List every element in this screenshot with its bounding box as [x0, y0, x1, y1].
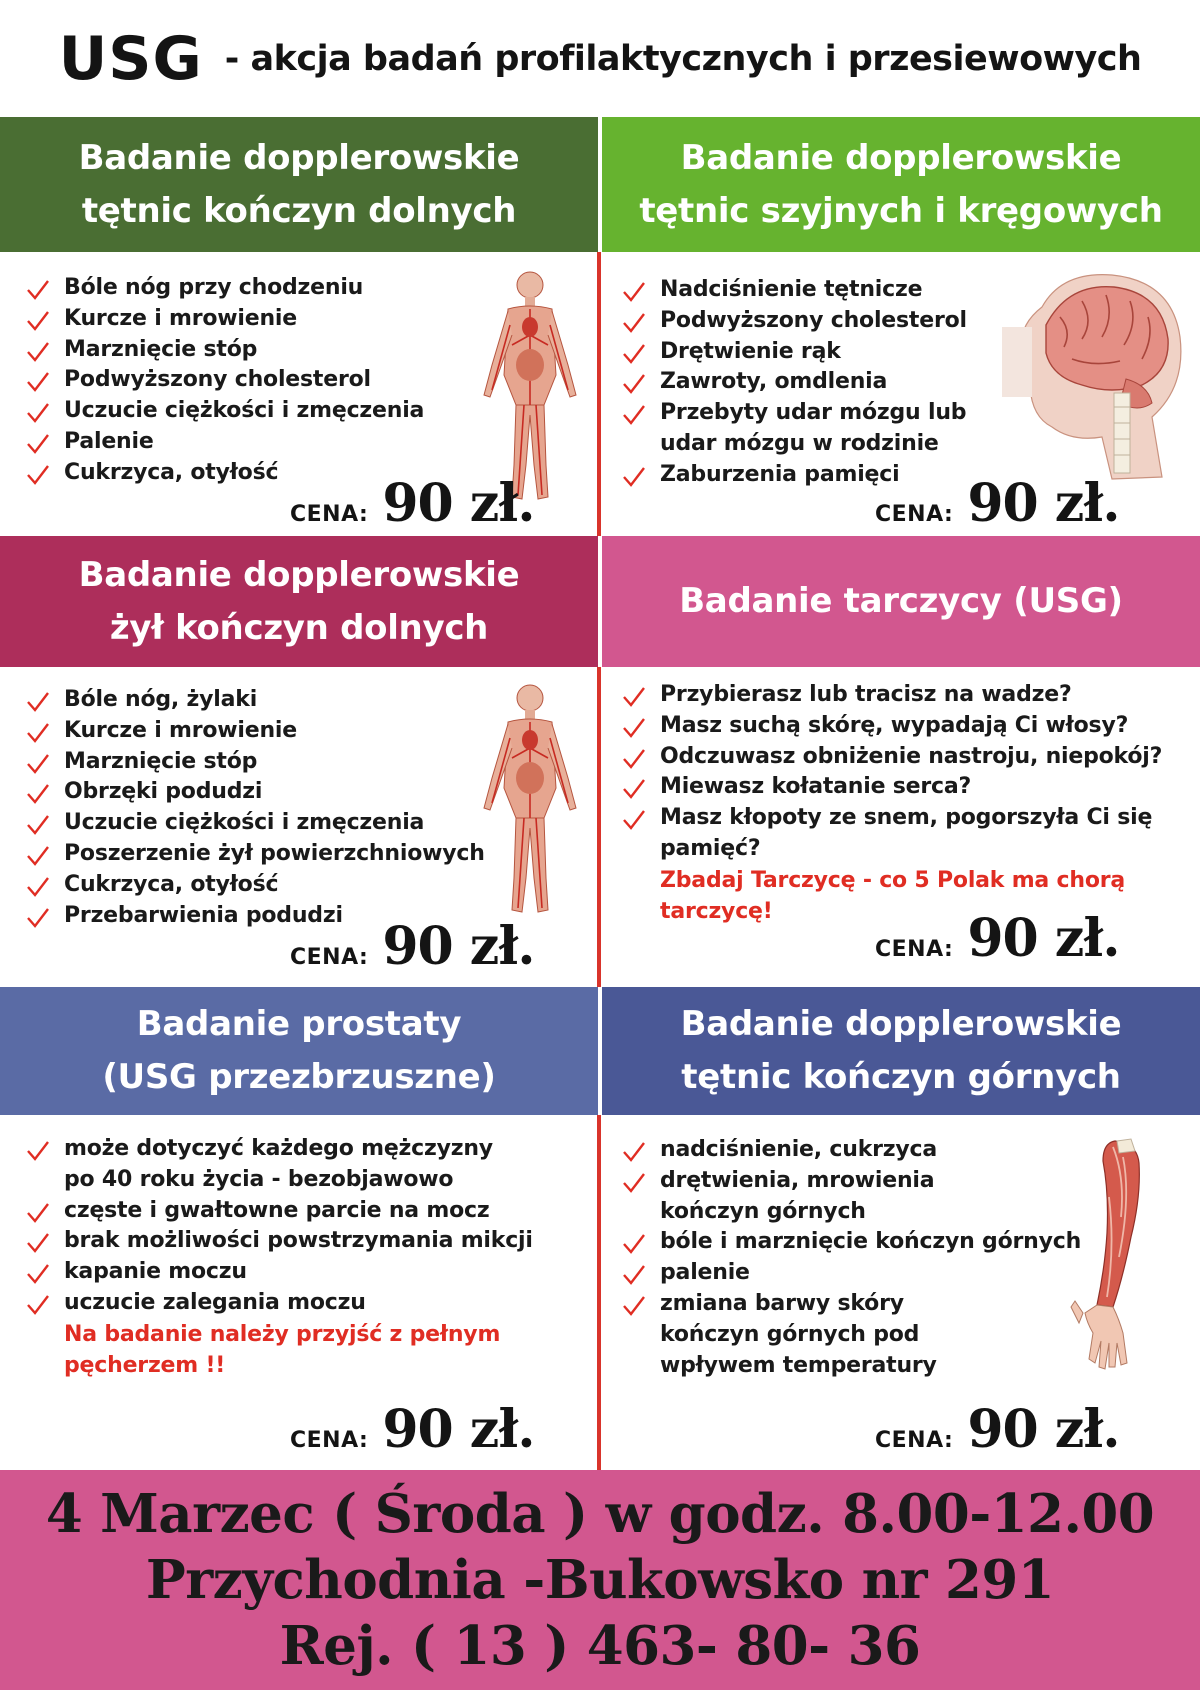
list-item: bóle i marznięcie kończyn górnych [622, 1227, 1081, 1258]
list-item: Zawroty, omdlenia [622, 367, 967, 398]
list-item-continuation: pamięć? [660, 835, 761, 861]
human-circulatory-illustration [478, 265, 583, 505]
symptom-list [622, 1135, 1081, 1381]
list-item: Masz suchą skórę, wypadają Ci włosy? [622, 711, 1162, 742]
list-item: uczucie zalegania moczu [26, 1288, 533, 1319]
list-item: nadciśnienie, cukrzyca [622, 1135, 1081, 1166]
price [875, 908, 1119, 969]
list-item: Podwyższony cholesterol [26, 365, 424, 396]
brain-illustration [1002, 267, 1194, 482]
panel-title-line1: Badanie dopplerowskie [78, 137, 520, 178]
panel-header [602, 536, 1200, 667]
list-item: Marznięcie stóp [26, 747, 485, 778]
list-item: kapanie moczu [26, 1257, 533, 1288]
checkmark-icon [622, 1295, 646, 1317]
symptom-list [26, 1134, 533, 1319]
checkmark-icon [26, 341, 50, 363]
note-line2: pęcherzem !! [64, 1352, 226, 1378]
panel-doppler-arteries-lower-limbs [0, 117, 598, 536]
checkmark-icon [26, 722, 50, 744]
checkmark-icon [26, 753, 50, 775]
list-item: Zaburzenia pamięci [622, 460, 967, 491]
list-item-continuation: kończyn górnych [660, 1198, 866, 1224]
checkmark-icon [26, 464, 50, 486]
panel-doppler-carotid-vertebral [602, 117, 1200, 536]
price [875, 1399, 1119, 1460]
checkmark-icon [26, 691, 50, 713]
checkmark-icon [26, 371, 50, 393]
page-title [0, 0, 1200, 117]
panel-title-line2: tętnic szyjnych i kręgowych [639, 190, 1163, 231]
checkmark-icon [622, 748, 646, 770]
arm-muscles-illustration [1057, 1137, 1162, 1372]
checkmark-icon [622, 1141, 646, 1163]
checkmark-icon [26, 279, 50, 301]
event-date-time: 4 Marzec ( Środa ) w godz. 8.00-12.00 [45, 1483, 1155, 1545]
panel-title-line2: żył kończyn dolnych [109, 607, 489, 648]
checkmark-icon [622, 1264, 646, 1286]
price-label: CENA: [290, 945, 369, 970]
checkmark-icon [622, 343, 646, 365]
list-item: może dotyczyć każdego mężczyzny [26, 1134, 533, 1165]
price-label: CENA: [875, 1428, 954, 1453]
price-value: 90 zł. [382, 916, 535, 977]
list-item: Bóle nóg, żylaki [26, 685, 485, 716]
list-item: Masz kłopoty ze snem, pogorszyła Ci się [622, 803, 1162, 834]
list-item-continuation: wpływem temperatury [660, 1352, 937, 1378]
checkmark-icon [26, 310, 50, 332]
price-value: 90 zł. [967, 908, 1120, 969]
list-item: Drętwienie rąk [622, 337, 967, 368]
list-item-continuation: udar mózgu w rodzinie [660, 430, 939, 456]
checkmark-icon [622, 1233, 646, 1255]
price-value: 90 zł. [382, 473, 535, 534]
symptom-list [26, 273, 424, 489]
symptom-list [622, 275, 967, 491]
note-line1: Na badanie należy przyjść z pełnym [64, 1322, 501, 1347]
panel-prostate-usg [0, 987, 598, 1470]
checkmark-icon [26, 1202, 50, 1224]
human-circulatory-illustration [478, 678, 583, 918]
price [290, 1399, 534, 1460]
list-item: Cukrzyca, otyłość [26, 458, 424, 489]
list-item: Obrzęki podudzi [26, 777, 485, 808]
panel-doppler-veins-lower-limbs [0, 536, 598, 987]
list-item: Przebyty udar mózgu lub [622, 398, 967, 429]
event-info-footer [0, 1470, 1200, 1690]
checkmark-icon [26, 876, 50, 898]
price-value: 90 zł. [967, 473, 1120, 534]
list-item: Palenie [26, 427, 424, 458]
title-usg: USG [58, 23, 203, 94]
symptom-list [26, 685, 485, 931]
list-item: częste i gwałtowne parcie na mocz [26, 1196, 533, 1227]
checkmark-icon [622, 466, 646, 488]
checkmark-icon [26, 433, 50, 455]
panel-doppler-arteries-upper-limbs [602, 987, 1200, 1470]
checkmark-icon [26, 907, 50, 929]
price-value: 90 zł. [967, 1399, 1120, 1460]
price [290, 916, 534, 977]
panel-thyroid-usg [602, 536, 1200, 987]
list-item-continuation: po 40 roku życia - bezobjawowo [64, 1166, 454, 1192]
list-item: Uczucie ciężkości i zmęczenia [26, 808, 485, 839]
panel-title-line1: Badanie dopplerowskie [680, 137, 1122, 178]
price [875, 473, 1119, 534]
panel-title-line1: Badanie prostaty [136, 1004, 462, 1044]
checkmark-icon [622, 312, 646, 334]
price [290, 473, 534, 534]
checkmark-icon [622, 809, 646, 831]
panel-header [0, 536, 598, 667]
panel-header [0, 987, 598, 1115]
checkmark-icon [26, 402, 50, 424]
checkmark-icon [622, 404, 646, 426]
list-item: palenie [622, 1258, 1081, 1289]
list-item: Odczuwasz obniżenie nastroju, niepokój? [622, 742, 1162, 773]
list-item: Kurcze i mrowienie [26, 304, 424, 335]
list-item: drętwienia, mrowienia [622, 1166, 1081, 1197]
list-item: Miewasz kołatanie serca? [622, 772, 1162, 803]
list-item: Uczucie ciężkości i zmęczenia [26, 396, 424, 427]
panel-title-line1: Badanie dopplerowskie [680, 1004, 1122, 1044]
title-subtitle: - akcja badań profilaktycznych i przesiewowych [224, 38, 1142, 79]
prostate-note [64, 1320, 500, 1382]
checkmark-icon [622, 778, 646, 800]
checkmark-icon [622, 1172, 646, 1194]
list-item-continuation: kończyn górnych pod [660, 1321, 920, 1347]
list-item: zmiana barwy skóry [622, 1289, 1081, 1320]
price-label: CENA: [290, 502, 369, 527]
list-item: Przebarwienia podudzi [26, 901, 485, 932]
panel-title-line2: tętnic kończyn górnych [681, 1057, 1121, 1097]
price-label: CENA: [875, 502, 954, 527]
price-label: CENA: [875, 937, 954, 962]
checkmark-icon [622, 717, 646, 739]
checkmark-icon [26, 1263, 50, 1285]
symptom-list [622, 680, 1162, 865]
panel-header [602, 987, 1200, 1115]
price-value: 90 zł. [382, 1399, 535, 1460]
panel-title-line2: (USG przezbrzuszne) [102, 1057, 496, 1097]
panel-header [0, 117, 598, 252]
checkmark-icon [26, 783, 50, 805]
list-item: Bóle nóg przy chodzeniu [26, 273, 424, 304]
list-item: Podwyższony cholesterol [622, 306, 967, 337]
checkmark-icon [622, 373, 646, 395]
checkmark-icon [26, 1294, 50, 1316]
list-item: Nadciśnienie tętnicze [622, 275, 967, 306]
checkmark-icon [622, 281, 646, 303]
event-location: Przychodnia -Bukowsko nr 291 [145, 1549, 1055, 1611]
checkmark-icon [26, 1140, 50, 1162]
checkmark-icon [26, 1232, 50, 1254]
registration-phone: Rej. ( 13 ) 463- 80- 36 [279, 1615, 921, 1677]
note-line2: tarczycę! [660, 898, 773, 924]
list-item: Poszerzenie żył powierzchniowych [26, 839, 485, 870]
note-line1: Zbadaj Tarczycę - co 5 Polak ma chorą [660, 868, 1126, 893]
checkmark-icon [26, 845, 50, 867]
list-item: Przybierasz lub tracisz na wadze? [622, 680, 1162, 711]
list-item: brak możliwości powstrzymania mikcji [26, 1226, 533, 1257]
list-item: Marznięcie stóp [26, 335, 424, 366]
list-item: Cukrzyca, otyłość [26, 870, 485, 901]
checkmark-icon [26, 814, 50, 836]
list-item: Kurcze i mrowienie [26, 716, 485, 747]
panel-title-line1: Badanie tarczycy (USG) [679, 581, 1123, 621]
checkmark-icon [622, 686, 646, 708]
price-label: CENA: [290, 1428, 369, 1453]
panel-title-line2: tętnic kończyn dolnych [81, 190, 517, 231]
panel-title-line1: Badanie dopplerowskie [78, 554, 520, 595]
panel-header [602, 117, 1200, 252]
